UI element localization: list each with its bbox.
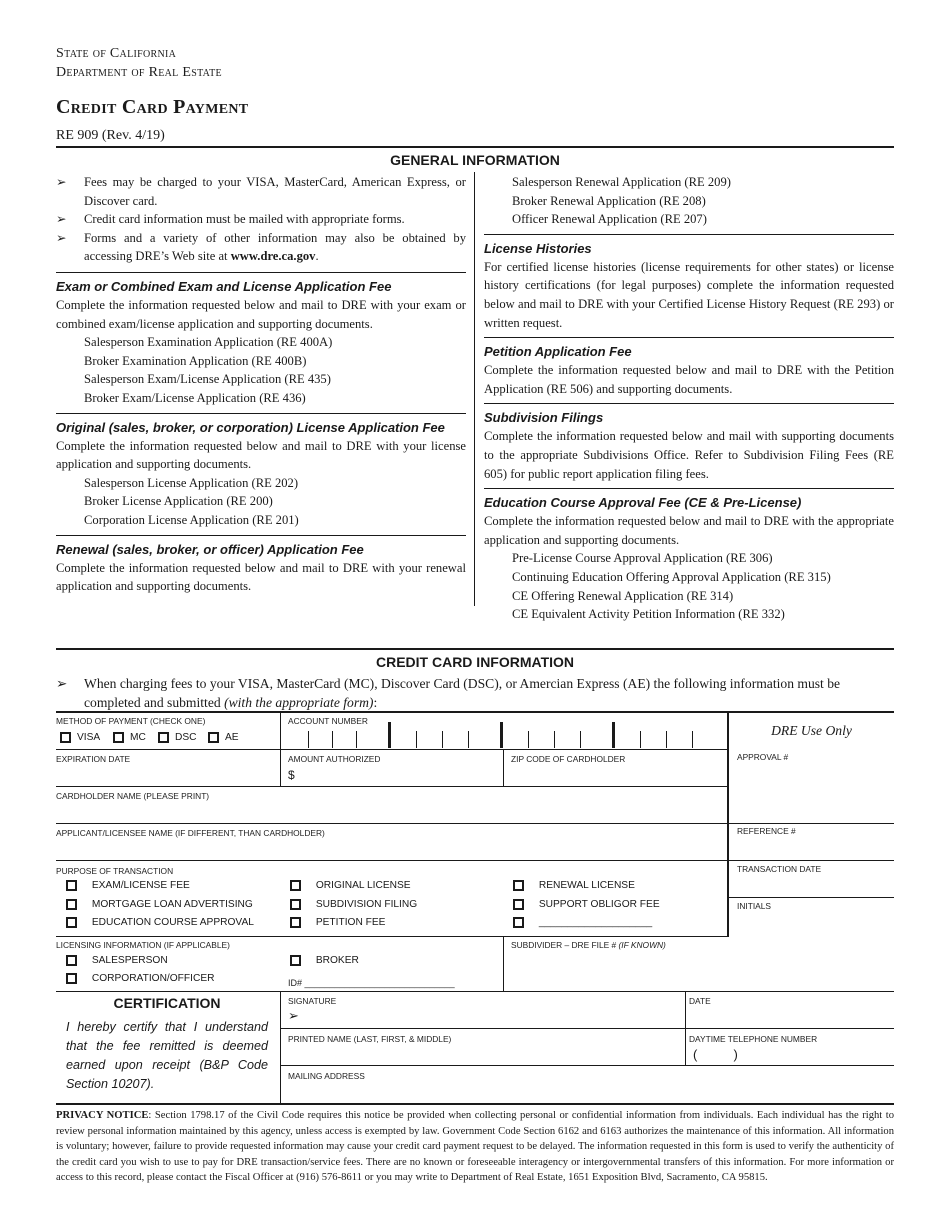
bullet-website-lead: Forms and a variety of other information may also be obtained by accessing DRE’s Web site at: [84, 230, 466, 264]
cardholder-name-label: CARDHOLDER NAME (PLEASE PRINT): [56, 791, 210, 801]
purpose-label-text: EDUCATION COURSE APPROVAL: [91, 917, 254, 928]
purpose-other-line[interactable]: ____________________: [538, 917, 653, 928]
purpose-petition-fee[interactable]: [290, 917, 385, 928]
original-item: Broker License Application (RE 200): [84, 494, 273, 509]
licensing-corporation-officer[interactable]: [66, 973, 214, 984]
purpose-subdivision-filing[interactable]: [290, 899, 417, 910]
mailing-address-label: MAILING ADDRESS: [288, 1071, 365, 1081]
renewal-item: Officer Renewal Application (RE 207): [512, 212, 707, 227]
subdivider-file-text: SUBDIVIDER – DRE FILE #: [511, 940, 617, 950]
account-number-label: ACCOUNT NUMBER: [288, 716, 368, 726]
cc-intro-lead: When charging fees to your VISA, MasterCard (MC), Discover Card (DSC), or Amercian Express (AE) the following information must be completed and submitted: [84, 676, 841, 710]
purpose-other[interactable]: [513, 917, 652, 928]
col-rule: [503, 750, 504, 787]
checkbox-icon[interactable]: [513, 880, 524, 891]
account-number-input[interactable]: [284, 720, 727, 749]
row-rule: [56, 936, 727, 937]
phone-area-code-parens[interactable]: ( ): [693, 1047, 738, 1062]
form-number: RE 909 (Rev. 4/19): [56, 128, 165, 143]
certification-text: I hereby certify that I understand that the fee remitted is deemed earned upon receipt (B&P Code Section 10207).: [66, 1020, 268, 1091]
checkbox-icon[interactable]: [66, 955, 77, 966]
subdivider-file-label: [511, 940, 666, 950]
id-number-field[interactable]: ID# ______________________________: [288, 978, 455, 988]
general-info-left-column: [56, 173, 466, 596]
subdivision-text: Complete the information requested below and mail with supporting documents to the appropriate Subdivisions Office. Refer to Subdivision Filing Fees (RE 605) for public report application filing fees.: [484, 429, 894, 481]
row-rule: [280, 1065, 894, 1066]
section-rule: [484, 488, 894, 489]
histories-heading: License Histories: [484, 240, 592, 256]
checkbox-icon[interactable]: [66, 899, 77, 910]
purpose-label-text: SUBDIVISION FILING: [315, 899, 418, 910]
bullet-fees-text: Fees may be charged to your VISA, MasterCard, American Express, or Discover card.: [84, 175, 466, 208]
visa-label: VISA: [77, 732, 101, 743]
signature-field[interactable]: [281, 992, 685, 1028]
zip-code-label: ZIP CODE OF CARDHOLDER: [511, 754, 626, 764]
purpose-label-text: PETITION FEE: [315, 917, 386, 928]
original-heading: Original (sales, broker, or corporation) License Application Fee: [56, 419, 445, 435]
purpose-education-course-approval[interactable]: [66, 917, 254, 928]
amount-authorized-label: AMOUNT AUTHORIZED: [288, 754, 381, 764]
original-item: Corporation License Application (RE 201): [84, 512, 299, 527]
dsc-label: DSC: [175, 732, 197, 743]
bullet-website: [56, 229, 466, 266]
renewal-text: Complete the information requested below and mail to DRE with your renewal application and supporting documents.: [56, 560, 466, 594]
licensing-broker[interactable]: [290, 955, 359, 966]
exam-item: Broker Exam/License Application (RE 436): [84, 390, 306, 405]
amount-dollar-sign: $: [288, 768, 295, 782]
checkbox-icon[interactable]: [208, 732, 219, 743]
arrow-icon: ➢: [56, 230, 67, 245]
signature-label: SIGNATURE: [288, 996, 337, 1006]
row-rule: [727, 897, 894, 898]
privacy-heading: PRIVACY NOTICE: [56, 1110, 149, 1121]
visa-option[interactable]: [60, 732, 100, 743]
checkbox-icon[interactable]: [290, 880, 301, 891]
method-of-payment-label: METHOD OF PAYMENT (CHECK ONE): [56, 716, 206, 726]
section-rule: [484, 337, 894, 338]
bullet-mail-text: Credit card information must be mailed with appropriate forms.: [84, 212, 405, 227]
renewal-heading: Renewal (sales, broker, or officer) Application Fee: [56, 541, 364, 557]
reference-label: REFERENCE #: [737, 826, 796, 836]
section-rule: [484, 234, 894, 235]
col-rule: [280, 712, 281, 787]
form-title: Credit Card Payment: [56, 96, 249, 118]
privacy-text: : Section 1798.17 of the Civil Code requires this notice be provided when collecting personal or confidential information from individuals. Each individual has the right to review personal information maintained by this agency, unless access is exempted by law. Government Code Section 6162 and 6163 authorizes the maintenance of this information. All information is voluntary; however, failure to provide requested information may cause your credit card payment request to be delayed. The information requested in this form is used to verify the authenticity of the credit card you wish to use to pay for DRE transaction/service fees. There are no known or foreseeable interagency or intergovernmental transfers of this information. For more information or access to this record, please contact the Fiscal Officer at (916) 576-8611 or you may write to Department of Real Estate, 1651 Exposition Blvd, Sacramento, CA 95815.: [56, 1110, 895, 1184]
row-rule: [280, 1028, 894, 1029]
checkbox-icon[interactable]: [66, 880, 77, 891]
subdivider-file-italic: (IF KNOWN): [618, 940, 666, 950]
cc-top-rule: [56, 648, 894, 650]
checkbox-icon[interactable]: [290, 917, 301, 928]
section-rule: [56, 272, 466, 273]
arrow-icon: ➢: [56, 175, 67, 189]
checkbox-icon[interactable]: [60, 732, 71, 743]
row-rule: [56, 823, 894, 824]
privacy-notice: [56, 1108, 894, 1186]
mc-label: MC: [130, 732, 146, 743]
general-info-right-column: [484, 173, 894, 624]
purpose-exam-license-fee[interactable]: [66, 880, 190, 891]
agency-line-state: State of California: [56, 46, 177, 61]
education-item: CE Equivalent Activity Petition Information (RE 332): [512, 607, 785, 622]
purpose-label-text: ORIGINAL LICENSE: [315, 880, 411, 891]
checkbox-icon[interactable]: [513, 917, 524, 928]
checkbox-icon[interactable]: [66, 917, 77, 928]
agency-line-department: Department of Real Estate: [56, 65, 222, 80]
purpose-label-text: MORTGAGE LOAN ADVERTISING: [91, 899, 253, 910]
ae-option[interactable]: [208, 732, 239, 743]
dsc-option[interactable]: [158, 732, 197, 743]
purpose-support-obligor-fee[interactable]: [513, 899, 660, 910]
arrow-icon: ➢: [56, 212, 67, 227]
date-label: DATE: [689, 996, 711, 1006]
original-text: Complete the information requested below and mail to DRE with your license application and supporting documents.: [56, 438, 466, 472]
table-bottom-rule: [56, 1103, 894, 1105]
col-rule: [685, 991, 686, 1066]
bullet-website-text: [84, 229, 466, 266]
cc-intro-italic: (with the appropriate form): [224, 695, 374, 710]
dre-website-link[interactable]: www.dre.ca.gov: [230, 249, 316, 264]
bullet-fees: [56, 173, 466, 210]
cc-intro: [56, 674, 876, 712]
section-rule: [484, 403, 894, 404]
printed-name-label: PRINTED NAME (LAST, FIRST, & MIDDLE): [288, 1034, 452, 1044]
section-rule: [56, 413, 466, 414]
checkbox-icon[interactable]: [158, 732, 169, 743]
ae-label: AE: [225, 732, 239, 743]
checkbox-icon[interactable]: [66, 973, 77, 984]
general-info-title: GENERAL INFORMATION: [390, 152, 560, 168]
checkbox-icon[interactable]: [113, 732, 124, 743]
purpose-label: PURPOSE OF TRANSACTION: [56, 866, 174, 876]
licensing-salesperson[interactable]: [66, 955, 168, 966]
column-divider: [474, 172, 475, 606]
applicant-name-label: APPLICANT/LICENSEE NAME (IF DIFFERENT, THAN CARDHOLDER): [56, 828, 325, 838]
licensing-label-text: SALESPERSON: [91, 955, 168, 966]
purpose-label-text: SUPPORT OBLIGOR FEE: [538, 899, 660, 910]
exam-item: Broker Examination Application (RE 400B): [84, 353, 307, 368]
dre-use-only-label: DRE Use Only: [771, 723, 852, 738]
exam-heading: Exam or Combined Exam and License Application Fee: [56, 278, 392, 294]
bullet-mail: [56, 210, 466, 229]
subdivision-heading: Subdivision Filings: [484, 410, 604, 426]
licensing-info-label: LICENSING INFORMATION (IF APPLICABLE): [56, 940, 230, 950]
education-item: Pre-License Course Approval Application (RE 306): [512, 551, 773, 566]
exam-item: Salesperson Exam/License Application (RE 435): [84, 372, 331, 387]
cc-info-title: CREDIT CARD INFORMATION: [375, 654, 575, 670]
daytime-phone-label: DAYTIME TELEPHONE NUMBER: [689, 1034, 818, 1044]
exam-item: Salesperson Examination Application (RE 400A): [84, 335, 333, 350]
arrow-icon: ➢: [56, 676, 68, 691]
cc-intro-end: :: [373, 695, 378, 710]
checkbox-icon[interactable]: [513, 899, 524, 910]
row-rule: [56, 860, 894, 861]
purpose-label-text: EXAM/LICENSE FEE: [91, 880, 190, 891]
signature-arrow-icon: ➢: [288, 1008, 299, 1023]
approval-label: APPROVAL #: [737, 752, 789, 762]
row-rule: [56, 749, 727, 750]
cc-intro-text: [84, 674, 876, 712]
purpose-label-text: RENEWAL LICENSE: [538, 880, 635, 891]
purpose-renewal-license[interactable]: [513, 880, 635, 891]
col-rule: [503, 936, 504, 992]
table-top-rule: [56, 711, 894, 713]
transaction-date-label: TRANSACTION DATE: [737, 864, 822, 874]
licensing-label-text: BROKER: [315, 955, 359, 966]
section-rule: [56, 535, 466, 536]
mc-option[interactable]: [113, 732, 146, 743]
renewal-item: Broker Renewal Application (RE 208): [512, 193, 706, 208]
certification-title: CERTIFICATION: [113, 995, 221, 1011]
checkbox-icon[interactable]: [290, 899, 301, 910]
petition-heading: Petition Application Fee: [484, 344, 632, 360]
licensing-label-text: CORPORATION/OFFICER: [91, 973, 215, 984]
expiration-date-label: EXPIRATION DATE: [56, 754, 131, 764]
renewal-item: Salesperson Renewal Application (RE 209): [512, 175, 731, 189]
histories-text: For certified license histories (license requirements for other states) or license history certifications (for legal purposes) complete the information requested below and mail to DRE with your Certified License History Request (RE 293) or written request.: [484, 259, 894, 330]
education-item: CE Offering Renewal Application (RE 314): [512, 588, 734, 603]
education-heading: Education Course Approval Fee (CE & Pre-License): [484, 495, 802, 511]
bullet-website-end: .: [315, 249, 319, 264]
purpose-original-license[interactable]: [290, 880, 411, 891]
education-item: Continuing Education Offering Approval Application (RE 315): [512, 569, 831, 584]
header-rule: [56, 146, 894, 148]
education-text: Complete the information requested below and mail to DRE with the appropriate application and supporting documents.: [484, 514, 894, 547]
exam-text: Complete the information requested below and mail to DRE with your exam or combined exam/license application and supporting documents.: [56, 297, 466, 331]
initials-label: INITIALS: [737, 901, 771, 911]
checkbox-icon[interactable]: [290, 955, 301, 966]
row-rule: [56, 786, 727, 787]
petition-text: Complete the information requested below and mail to DRE with the Petition Application (RE 506) and supporting documents.: [484, 363, 894, 396]
dre-use-divider: [727, 712, 729, 937]
purpose-mortgage-loan-advertising[interactable]: [66, 899, 253, 910]
original-item: Salesperson License Application (RE 202): [84, 475, 299, 490]
